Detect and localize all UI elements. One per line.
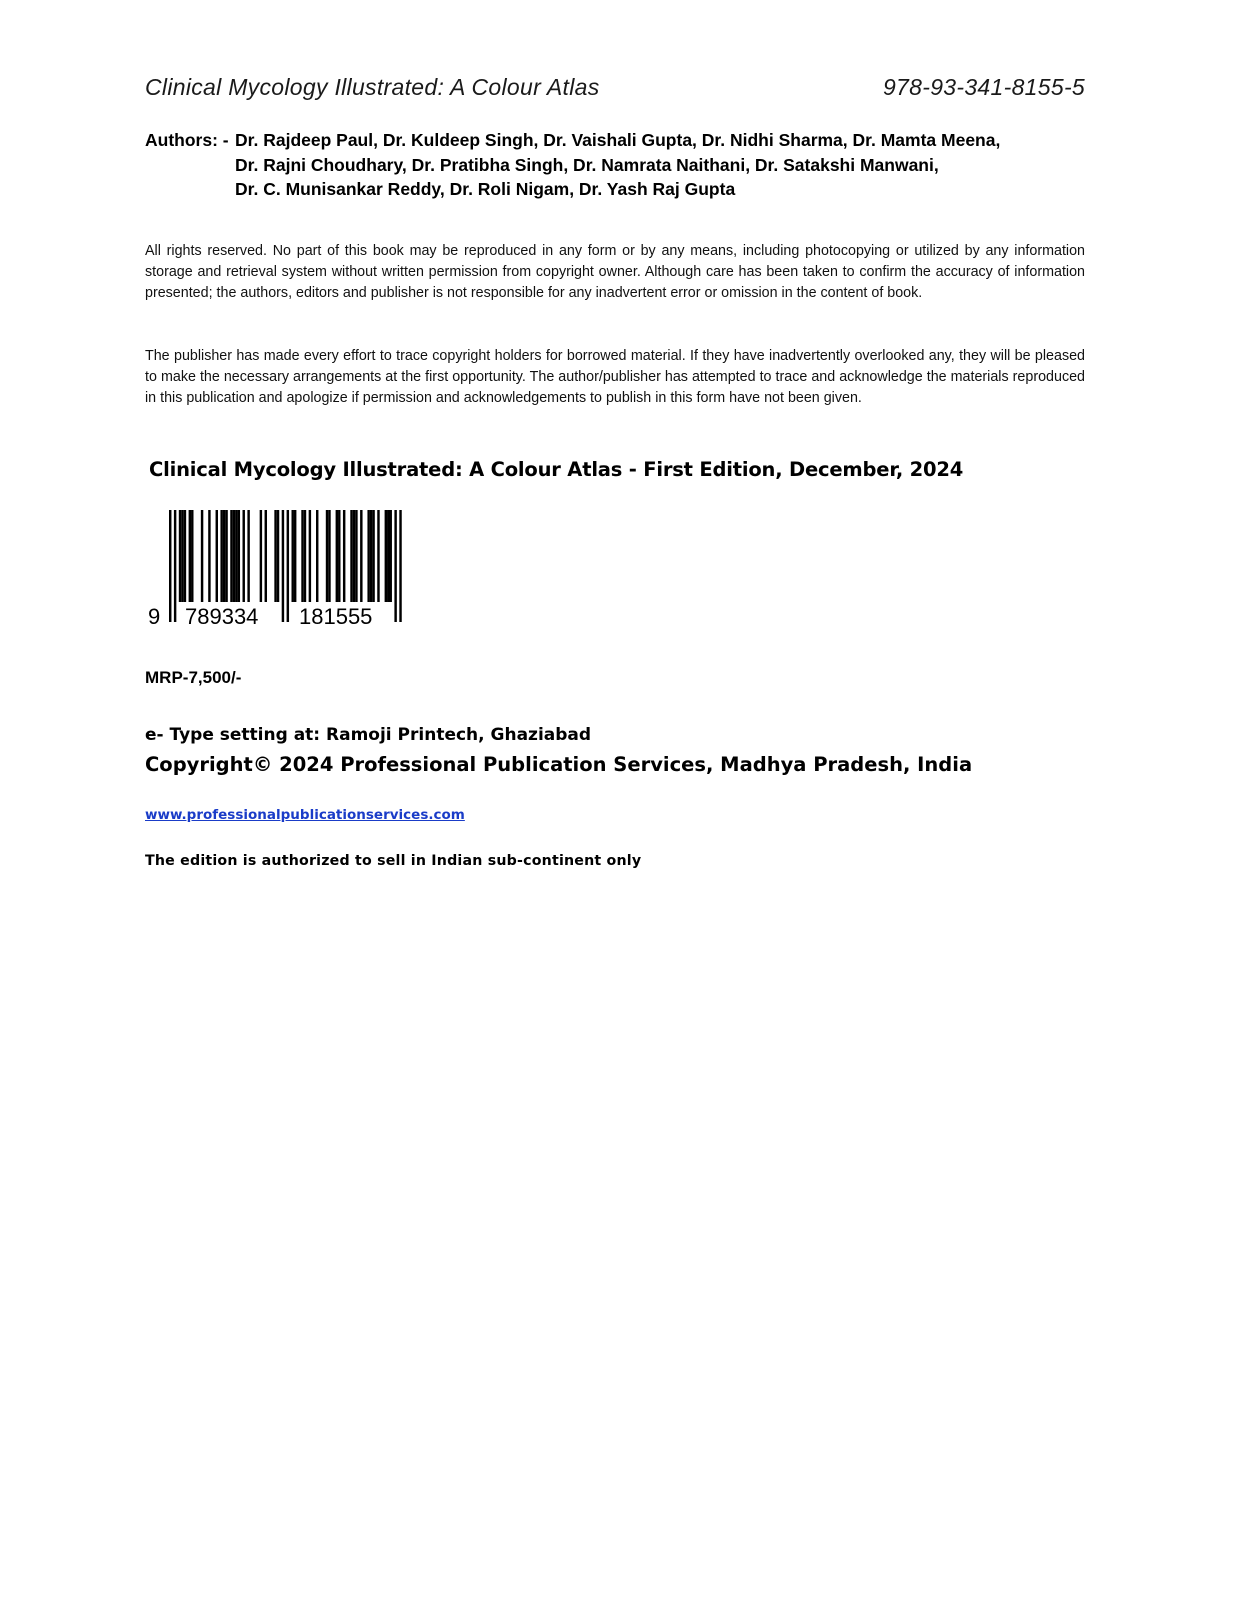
barcode-bar bbox=[233, 510, 235, 602]
barcode-guard-bar bbox=[287, 510, 289, 622]
territory-note: The edition is authorized to sell in Indian sub-continent only bbox=[145, 853, 642, 869]
barcode-guard-bar bbox=[174, 510, 176, 622]
barcode-bar bbox=[387, 510, 389, 602]
copyright-line: Copyright© 2024 Professional Publication Services, Madhya Pradesh, India bbox=[145, 753, 973, 776]
barcode-bar bbox=[309, 510, 311, 602]
authors-label: Authors: - bbox=[145, 130, 229, 150]
barcode-bar bbox=[350, 510, 352, 602]
barcode-bar bbox=[367, 510, 369, 602]
barcode-bar bbox=[301, 510, 303, 602]
barcode-bar bbox=[230, 510, 232, 602]
barcode-bar bbox=[353, 510, 355, 602]
publisher-paragraph: The publisher has made every effort to trace copyright holders for borrowed material. If they have inadvertently overlooked any, they will be pleased to make the necessary arrangements at the first opportunity. The author/publisher has attempted to trace and acknowledge the materials reproduced in this publication and apologize if permission and acknowledgements to publish in this form have not been given. bbox=[145, 348, 1085, 406]
barcode-bar bbox=[328, 510, 330, 602]
typesetting-credit: e- Type setting at: Ramoji Printech, Ghaziabad bbox=[145, 725, 592, 745]
barcode-bar bbox=[274, 510, 276, 602]
barcode-guard-bar bbox=[169, 510, 171, 622]
barcode-right-group: 181555 bbox=[299, 604, 373, 629]
barcode-bar bbox=[201, 510, 203, 602]
barcode-bar bbox=[370, 510, 372, 602]
barcode-bar bbox=[184, 510, 186, 602]
barcode-bar bbox=[181, 510, 183, 602]
barcode-bar bbox=[191, 510, 193, 602]
authors-block bbox=[145, 128, 1095, 202]
barcode-bar bbox=[385, 510, 387, 602]
barcode-bar bbox=[265, 510, 267, 602]
mrp-price: MRP-7,500/- bbox=[145, 668, 242, 687]
barcode-bar bbox=[277, 510, 279, 602]
header-isbn: 978-93-341-8155-5 bbox=[882, 74, 1085, 100]
rights-paragraph: All rights reserved. No part of this book may be reproduced in any form or by any means, including photocopying or utilized by any information storage and retrieval system without written permission from copyright owner. Although care has been taken to confirm the accuracy of information presented; the authors, editors and publisher is not responsible for any inadvertent error or omission in the content of book. bbox=[145, 243, 1085, 301]
publisher-website-link[interactable]: www.professionalpublicationservices.com bbox=[145, 807, 465, 823]
barcode-bar bbox=[189, 510, 191, 602]
barcode-bar bbox=[390, 510, 392, 602]
barcode-bar bbox=[343, 510, 345, 602]
barcode-bar bbox=[336, 510, 338, 602]
barcode-bar bbox=[216, 510, 218, 602]
barcode-bar bbox=[243, 510, 245, 602]
authors-line-1: Dr. Rajdeep Paul, Dr. Kuldeep Singh, Dr. Vaishali Gupta, Dr. Nidhi Sharma, Dr. Mamta Meena, bbox=[235, 130, 1001, 150]
edition-line: Clinical Mycology Illustrated: A Colour Atlas - First Edition, December, 2024 bbox=[149, 458, 964, 481]
barcode-bar bbox=[260, 510, 262, 602]
running-header bbox=[145, 74, 1085, 101]
barcode-bar bbox=[326, 510, 328, 602]
barcode-bar bbox=[220, 510, 222, 602]
barcode-guard-bar bbox=[282, 510, 284, 622]
barcode-bar bbox=[355, 510, 357, 602]
barcode-bar bbox=[377, 510, 379, 602]
barcode-bar bbox=[292, 510, 294, 602]
barcode-bar bbox=[294, 510, 296, 602]
barcode-guard-bar bbox=[399, 510, 401, 622]
barcode-guard-bar bbox=[394, 510, 396, 622]
authors-line-3: Dr. C. Munisankar Reddy, Dr. Roli Nigam, Dr. Yash Raj Gupta bbox=[235, 179, 736, 199]
barcode-bar bbox=[225, 510, 227, 602]
barcode-bar bbox=[223, 510, 225, 602]
barcode-bar bbox=[316, 510, 318, 602]
isbn-barcode bbox=[145, 508, 410, 633]
header-book-title: Clinical Mycology Illustrated: A Colour Atlas bbox=[145, 74, 600, 100]
barcode-left-group: 789334 bbox=[185, 604, 259, 629]
barcode-bar bbox=[247, 510, 249, 602]
barcode-bar bbox=[208, 510, 210, 602]
barcode-bar bbox=[235, 510, 237, 602]
barcode-first-digit: 9 bbox=[148, 604, 161, 629]
barcode-bar bbox=[360, 510, 362, 602]
barcode-bar bbox=[238, 510, 240, 602]
barcode-bar bbox=[304, 510, 306, 602]
barcode-bar bbox=[372, 510, 374, 602]
barcode-bar bbox=[338, 510, 340, 602]
authors-line-2: Dr. Rajni Choudhary, Dr. Pratibha Singh, Dr. Namrata Naithani, Dr. Satakshi Manwani, bbox=[235, 154, 939, 175]
barcode-bar bbox=[179, 510, 181, 602]
